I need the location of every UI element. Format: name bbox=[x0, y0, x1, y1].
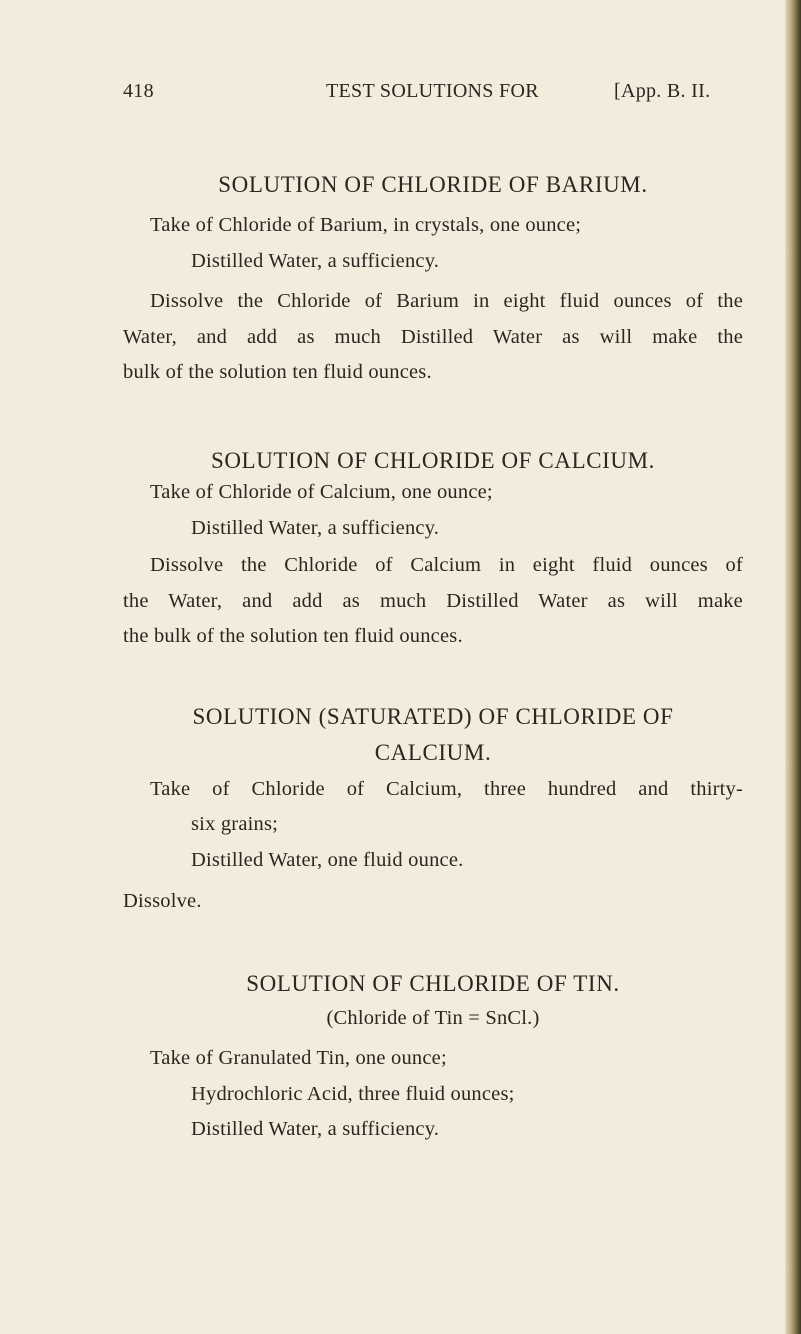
section-heading: SOLUTION OF CHLORIDE OF BARIUM. bbox=[218, 172, 648, 197]
running-title: TEST SOLUTIONS FOR bbox=[326, 80, 539, 102]
instruction-line: bulk of the solution ten fluid ounces. bbox=[123, 361, 432, 383]
ingredient-line: Take of Granulated Tin, one ounce; bbox=[150, 1047, 447, 1069]
instruction-line: Dissolve. bbox=[123, 890, 202, 912]
instruction-line: the bulk of the solution ten fluid ounces. bbox=[123, 625, 463, 647]
ingredient-line: Distilled Water, a sufficiency. bbox=[191, 1118, 440, 1140]
section-heading-line-2: CALCIUM. bbox=[374, 740, 492, 765]
section-heading: SOLUTION OF CHLORIDE OF CALCIUM. bbox=[210, 448, 656, 473]
instruction-line: Water, and add as much Distilled Water as will make the bbox=[123, 326, 743, 348]
ingredient-line: Hydrochloric Acid, three fluid ounces; bbox=[191, 1083, 515, 1105]
ingredient-line: Distilled Water, a sufficiency. bbox=[191, 250, 440, 272]
ingredient-line: Take of Chloride of Calcium, three hundred and thirty- bbox=[150, 778, 743, 800]
ingredient-line: Take of Chloride of Calcium, one ounce; bbox=[150, 481, 493, 503]
section-heading: SOLUTION OF CHLORIDE OF TIN. bbox=[246, 971, 620, 996]
ingredient-line: six grains; bbox=[191, 813, 279, 835]
instruction-line: Dissolve the Chloride of Barium in eight fluid ounces of the bbox=[150, 290, 743, 312]
instruction-line: Dissolve the Chloride of Calcium in eight fluid ounces of bbox=[150, 554, 743, 576]
instruction-line: the Water, and add as much Distilled Water as will make bbox=[123, 590, 743, 612]
page-number: 418 bbox=[123, 80, 154, 102]
ingredient-line: Distilled Water, one fluid ounce. bbox=[191, 849, 464, 871]
ingredient-line: Take of Chloride of Barium, in crystals, one ounce; bbox=[150, 214, 582, 236]
ingredient-line: Distilled Water, a sufficiency. bbox=[191, 517, 440, 539]
section-heading-line-1: SOLUTION (SATURATED) OF CHLORIDE OF bbox=[192, 704, 674, 729]
page-edge-shadow bbox=[785, 0, 801, 1334]
appendix-reference: [App. B. II. bbox=[614, 80, 711, 102]
formula-subheading: (Chloride of Tin = SnCl.) bbox=[326, 1007, 540, 1029]
